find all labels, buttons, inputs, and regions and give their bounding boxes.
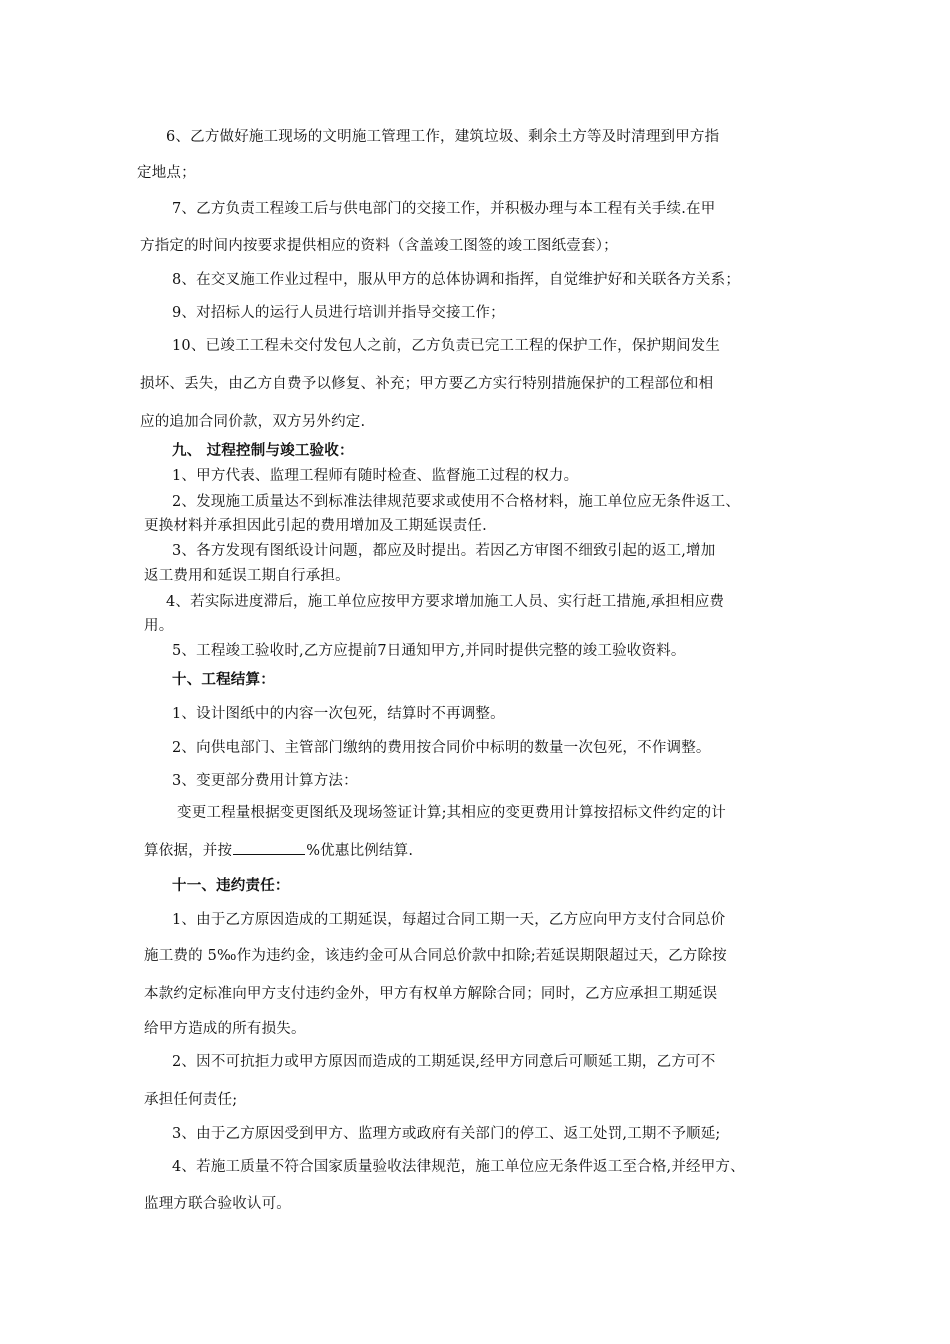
clause-10-3-text-prefix: 算依据，并按 — [144, 843, 233, 859]
clause-11-1-line-3: 本款约定标准向甲方支付违约金外，甲方有权单方解除合同；同时，乙方应承担工期延误 — [144, 986, 718, 1002]
clause-10-2: 2、向供电部门、主管部门缴纳的费用按合同价中标明的数量一次包死，不作调整。 — [172, 740, 711, 756]
section-10-title: 十、工程结算： — [172, 672, 275, 688]
clause-9-2-line-2: 更换材料并承担因此引起的费用增加及工期延误责任. — [144, 518, 487, 534]
section-11-title: 十一、违约责任： — [172, 878, 290, 894]
clause-9-4-line-2: 用。 — [144, 618, 174, 634]
clause-11-1-line-1: 1、由于乙方原因造成的工期延误，每超过合同工期一天，乙方应向甲方支付合同总价 — [172, 912, 726, 928]
clause-11-1-line-2: 施工费的 5‰作为违约金，该违约金可从合同总价款中扣除;若延误期限超过天，乙方除按 — [144, 948, 727, 964]
clause-9-4-line-1: 4、若实际进度滞后，施工单位应按甲方要求增加施工人员、实行赶工措施,承担相应费 — [166, 594, 725, 610]
clause-10-3-text-suffix: %优惠比例结算. — [306, 843, 414, 859]
clause-10-3-text-line-2 — [144, 840, 413, 861]
clause-8-10-line-2: 损坏、丢失，由乙方自费予以修复、补充；甲方要乙方实行特别措施保护的工程部位和相 — [140, 376, 714, 392]
clause-11-3: 3、由于乙方原因受到甲方、监理方或政府有关部门的停工、返工处罚,工期不予顺延; — [172, 1126, 721, 1142]
clause-10-1: 1、设计图纸中的内容一次包死，结算时不再调整。 — [172, 706, 505, 722]
clause-11-4-line-1: 4、若施工质量不符合国家质量验收法律规范，施工单位应无条件返工至合格,并经甲方、 — [172, 1159, 745, 1175]
clause-8-7-line-1: 7、乙方负责工程竣工后与供电部门的交接工作，并积极办理与本工程有关手续.在甲 — [172, 201, 716, 217]
clause-11-2-line-2: 承担任何责任; — [144, 1092, 238, 1108]
clause-10-3-text-line-1: 变更工程量根据变更图纸及现场签证计算;其相应的变更费用计算按招标文件约定的计 — [177, 805, 726, 821]
clause-8-7-line-2: 方指定的时间内按要求提供相应的资料（含盖竣工图签的竣工图纸壹套）； — [140, 238, 618, 254]
discount-rate-blank — [233, 840, 305, 855]
clause-8-10-line-3: 应的追加合同价款，双方另外约定. — [140, 414, 366, 430]
clause-10-3: 3、变更部分费用计算方法： — [172, 773, 358, 789]
section-9-title: 九、 过程控制与竣工验收： — [172, 443, 354, 459]
clause-8-10-line-1: 10、已竣工工程未交付发包人之前，乙方负责已完工工程的保护工作，保护期间发生 — [172, 338, 721, 354]
clause-9-1: 1、甲方代表、监理工程师有随时检查、监督施工过程的权力。 — [172, 468, 579, 484]
clause-8-9: 9、对招标人的运行人员进行培训并指导交接工作； — [172, 305, 505, 321]
clause-8-6-line-1: 6、乙方做好施工现场的文明施工管理工作，建筑垃圾、剩余土方等及时清理到甲方指 — [166, 129, 720, 145]
clause-11-1-line-4: 给甲方造成的所有损失。 — [144, 1021, 306, 1037]
clause-11-4-line-2: 监理方联合验收认可。 — [144, 1196, 291, 1212]
clause-9-2-line-1: 2、发现施工质量达不到标准法律规范要求或使用不合格材料，施工单位应无条件返工、 — [172, 494, 741, 510]
clause-11-2-line-1: 2、因不可抗拒力或甲方原因而造成的工期延误,经甲方同意后可顺延工期，乙方可不 — [172, 1054, 716, 1070]
clause-9-3-line-1: 3、各方发现有图纸设计问题，都应及时提出。若因乙方审图不细致引起的返工,增加 — [172, 543, 716, 559]
clause-9-5: 5、工程竣工验收时,乙方应提前7日通知甲方,并同时提供完整的竣工验收资料。 — [172, 643, 686, 659]
clause-8-8: 8、在交叉施工作业过程中，服从甲方的总体协调和指挥，自觉维护好和关联各方关系； — [172, 272, 741, 288]
clause-8-6-line-2: 定地点； — [137, 165, 196, 181]
clause-9-3-line-2: 返工费用和延误工期自行承担。 — [144, 568, 350, 584]
